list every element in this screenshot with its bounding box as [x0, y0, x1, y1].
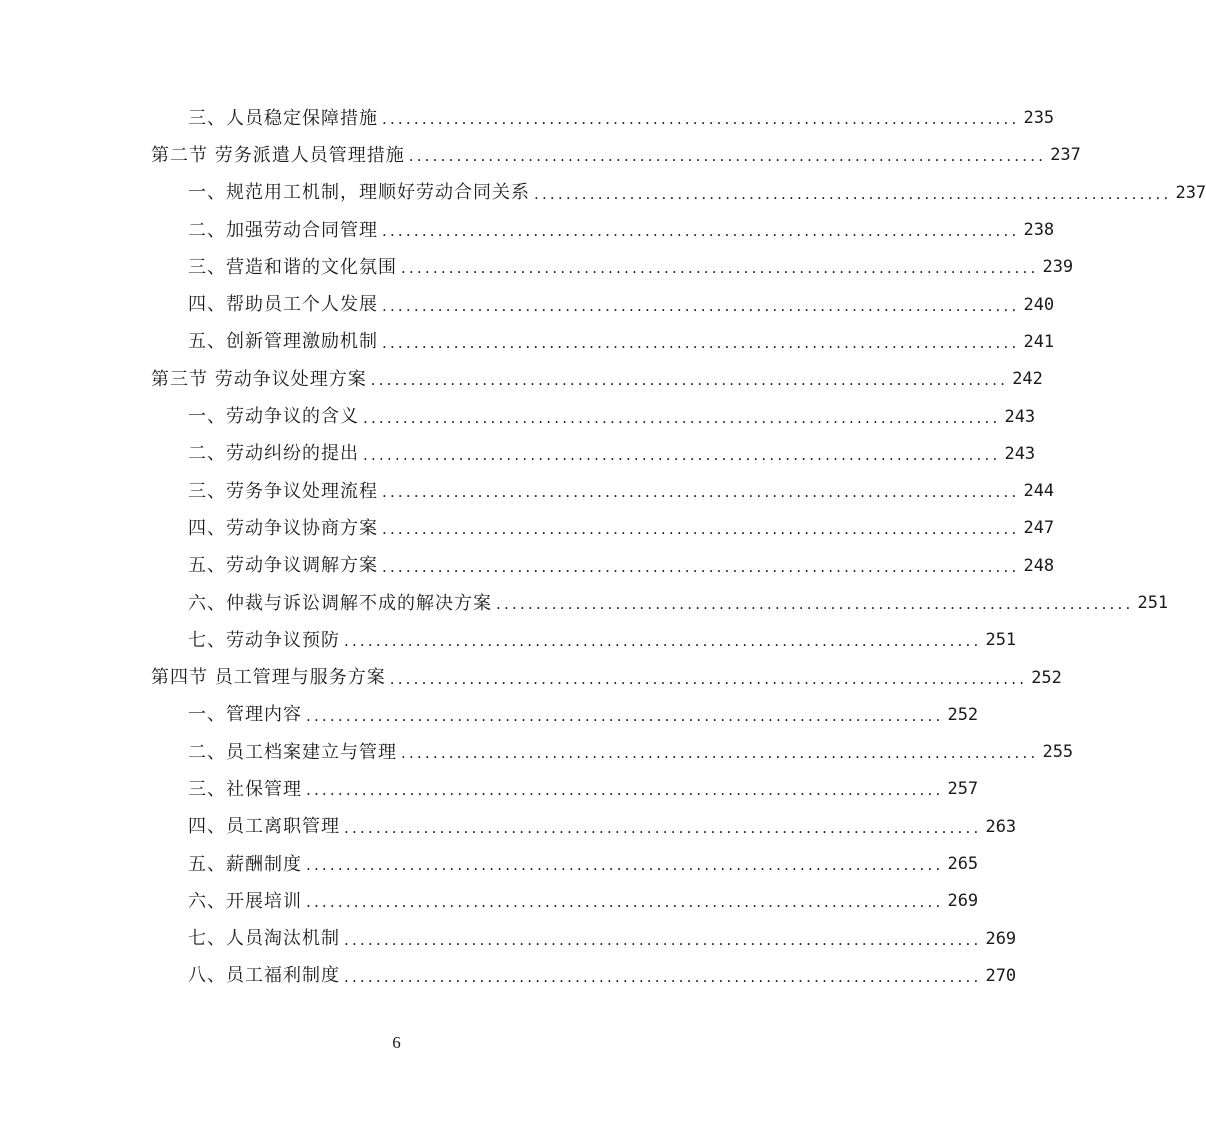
toc-subsection-entry[interactable]: [0, 175, 1206, 212]
toc-entry-title: 一、管理内容: [188, 706, 306, 724]
toc-entry-title: 四、劳动争议协商方案: [188, 520, 382, 538]
toc-dot-leader: ................................................................................: [496, 595, 1134, 613]
toc-dot-leader: ................................................................................: [363, 408, 1001, 427]
toc-subsection-entry[interactable]: [0, 734, 1074, 771]
toc-dot-leader: ................................................................................: [401, 259, 1039, 278]
toc-entry-title: 七、劳动争议预防: [188, 632, 344, 650]
toc-dot-leader: ................................................................................: [344, 930, 982, 949]
toc-dot-leader: ................................................................................: [344, 632, 982, 651]
toc-entry-page-number: 237: [1171, 185, 1206, 202]
toc-subsection-entry[interactable]: [0, 697, 979, 734]
toc-subsection-entry[interactable]: [0, 324, 1055, 361]
toc-dot-leader: ................................................................................: [382, 110, 1020, 129]
toc-dot-leader: ................................................................................: [382, 520, 1020, 539]
toc-entry-title: 六、开展培训: [188, 893, 306, 911]
toc-subsection-entry[interactable]: [0, 398, 1036, 435]
toc-entry-title: 二、员工档案建立与管理: [188, 744, 401, 762]
toc-section-entry[interactable]: [0, 137, 1081, 174]
toc-entry-page-number: 263: [981, 819, 1016, 836]
toc-subsection-entry[interactable]: [0, 286, 1055, 323]
toc-entry-title: 六、仲裁与诉讼调解不成的解决方案: [188, 595, 496, 613]
toc-entry-page-number: 237: [1046, 147, 1081, 164]
toc-entry-page-number: 251: [981, 632, 1016, 649]
toc-subsection-entry[interactable]: [0, 846, 979, 883]
toc-subsection-entry[interactable]: [0, 249, 1074, 286]
toc-dot-leader: ................................................................................: [382, 296, 1020, 315]
toc-dot-leader: ................................................................................: [382, 483, 1020, 502]
toc-subsection-entry[interactable]: [0, 473, 1055, 510]
toc-dot-leader: ................................................................................: [534, 184, 1172, 203]
toc-dot-leader: ................................................................................: [401, 744, 1039, 763]
toc-dot-leader: ................................................................................: [408, 147, 1047, 166]
toc-subsection-entry[interactable]: [0, 436, 1036, 473]
toc-subsection-entry[interactable]: [0, 622, 1017, 659]
toc-dot-leader: ................................................................................: [306, 856, 944, 875]
toc-entry-title: 三、人员稳定保障措施: [188, 110, 382, 128]
toc-entry-title: 二、加强劳动合同管理: [188, 222, 382, 240]
toc-entry-title: 二、劳动纠纷的提出: [188, 445, 363, 463]
toc-dot-leader: ................................................................................: [306, 706, 944, 725]
toc-subsection-entry[interactable]: [0, 100, 1055, 137]
toc-entry-page-number: 248: [1019, 558, 1054, 575]
toc-dot-leader: ................................................................................: [306, 893, 944, 912]
toc-section-entry[interactable]: [0, 361, 1043, 398]
toc-entry-page-number: 238: [1019, 222, 1054, 239]
toc-dot-leader: ................................................................................: [382, 222, 1020, 241]
toc-subsection-entry[interactable]: [0, 548, 1055, 585]
toc-entry-page-number: 243: [1000, 446, 1035, 463]
toc-entry-title: 五、创新管理激励机制: [188, 333, 382, 351]
toc-entry-title: 三、营造和谐的文化氛围: [188, 259, 401, 277]
toc-entry-page-number: 255: [1038, 744, 1073, 761]
toc-entry-page-number: 252: [943, 707, 978, 724]
toc-entry-title: 七、人员淘汰机制: [188, 930, 344, 948]
toc-entry-page-number: 270: [981, 968, 1016, 985]
toc-entry-title: 第二节 劳务派遣人员管理措施: [151, 147, 409, 165]
toc-entry-page-number: 242: [1008, 371, 1043, 388]
toc-entry-page-number: 239: [1038, 259, 1073, 276]
toc-subsection-entry[interactable]: [0, 883, 979, 920]
toc-entry-page-number: 247: [1019, 520, 1054, 537]
toc-entry-title: 一、规范用工机制，理顺好劳动合同关系: [188, 184, 534, 202]
toc-entry-title: 八、员工福利制度: [188, 967, 344, 985]
toc-entry-page-number: 240: [1019, 297, 1054, 314]
toc-section-entry[interactable]: [0, 659, 1062, 696]
toc-entry-page-number: 243: [1000, 409, 1035, 426]
toc-entry-title: 第三节 劳动争议处理方案: [151, 371, 371, 389]
toc-entry-page-number: 251: [1133, 595, 1168, 612]
toc-subsection-entry[interactable]: [0, 958, 1017, 995]
toc-entry-title: 四、帮助员工个人发展: [188, 296, 382, 314]
toc-entry-title: 三、劳务争议处理流程: [188, 483, 382, 501]
page-number: 6: [392, 1033, 401, 1052]
toc-entry-title: 五、薪酬制度: [188, 856, 306, 874]
table-of-contents: [0, 100, 1206, 995]
toc-entry-page-number: 241: [1019, 334, 1054, 351]
toc-dot-leader: ................................................................................: [344, 967, 982, 986]
toc-entry-page-number: 265: [943, 856, 978, 873]
toc-entry-title: 第四节 员工管理与服务方案: [151, 669, 390, 687]
toc-entry-title: 五、劳动争议调解方案: [188, 557, 382, 575]
toc-entry-page-number: 244: [1019, 483, 1054, 500]
toc-entry-title: 四、员工离职管理: [188, 818, 344, 836]
toc-entry-page-number: 252: [1027, 670, 1062, 687]
toc-dot-leader: ................................................................................: [344, 818, 982, 837]
toc-dot-leader: ................................................................................: [382, 557, 1020, 576]
toc-entry-title: 三、社保管理: [188, 781, 306, 799]
toc-dot-leader: ................................................................................: [382, 333, 1020, 352]
toc-dot-leader: ................................................................................: [389, 669, 1028, 688]
toc-entry-title: 一、劳动争议的含义: [188, 408, 363, 426]
toc-dot-leader: ................................................................................: [306, 781, 944, 800]
toc-entry-page-number: 269: [943, 893, 978, 910]
toc-subsection-entry[interactable]: [0, 809, 1017, 846]
toc-dot-leader: ................................................................................: [370, 371, 1009, 390]
toc-subsection-entry[interactable]: [0, 212, 1055, 249]
toc-dot-leader: ................................................................................: [363, 445, 1001, 464]
toc-subsection-entry[interactable]: [0, 771, 979, 808]
toc-entry-page-number: 257: [943, 781, 978, 798]
toc-subsection-entry[interactable]: [0, 921, 1017, 958]
toc-subsection-entry[interactable]: [0, 585, 1169, 622]
toc-entry-page-number: 235: [1019, 110, 1054, 127]
toc-entry-page-number: 269: [981, 931, 1016, 948]
toc-subsection-entry[interactable]: [0, 510, 1055, 547]
